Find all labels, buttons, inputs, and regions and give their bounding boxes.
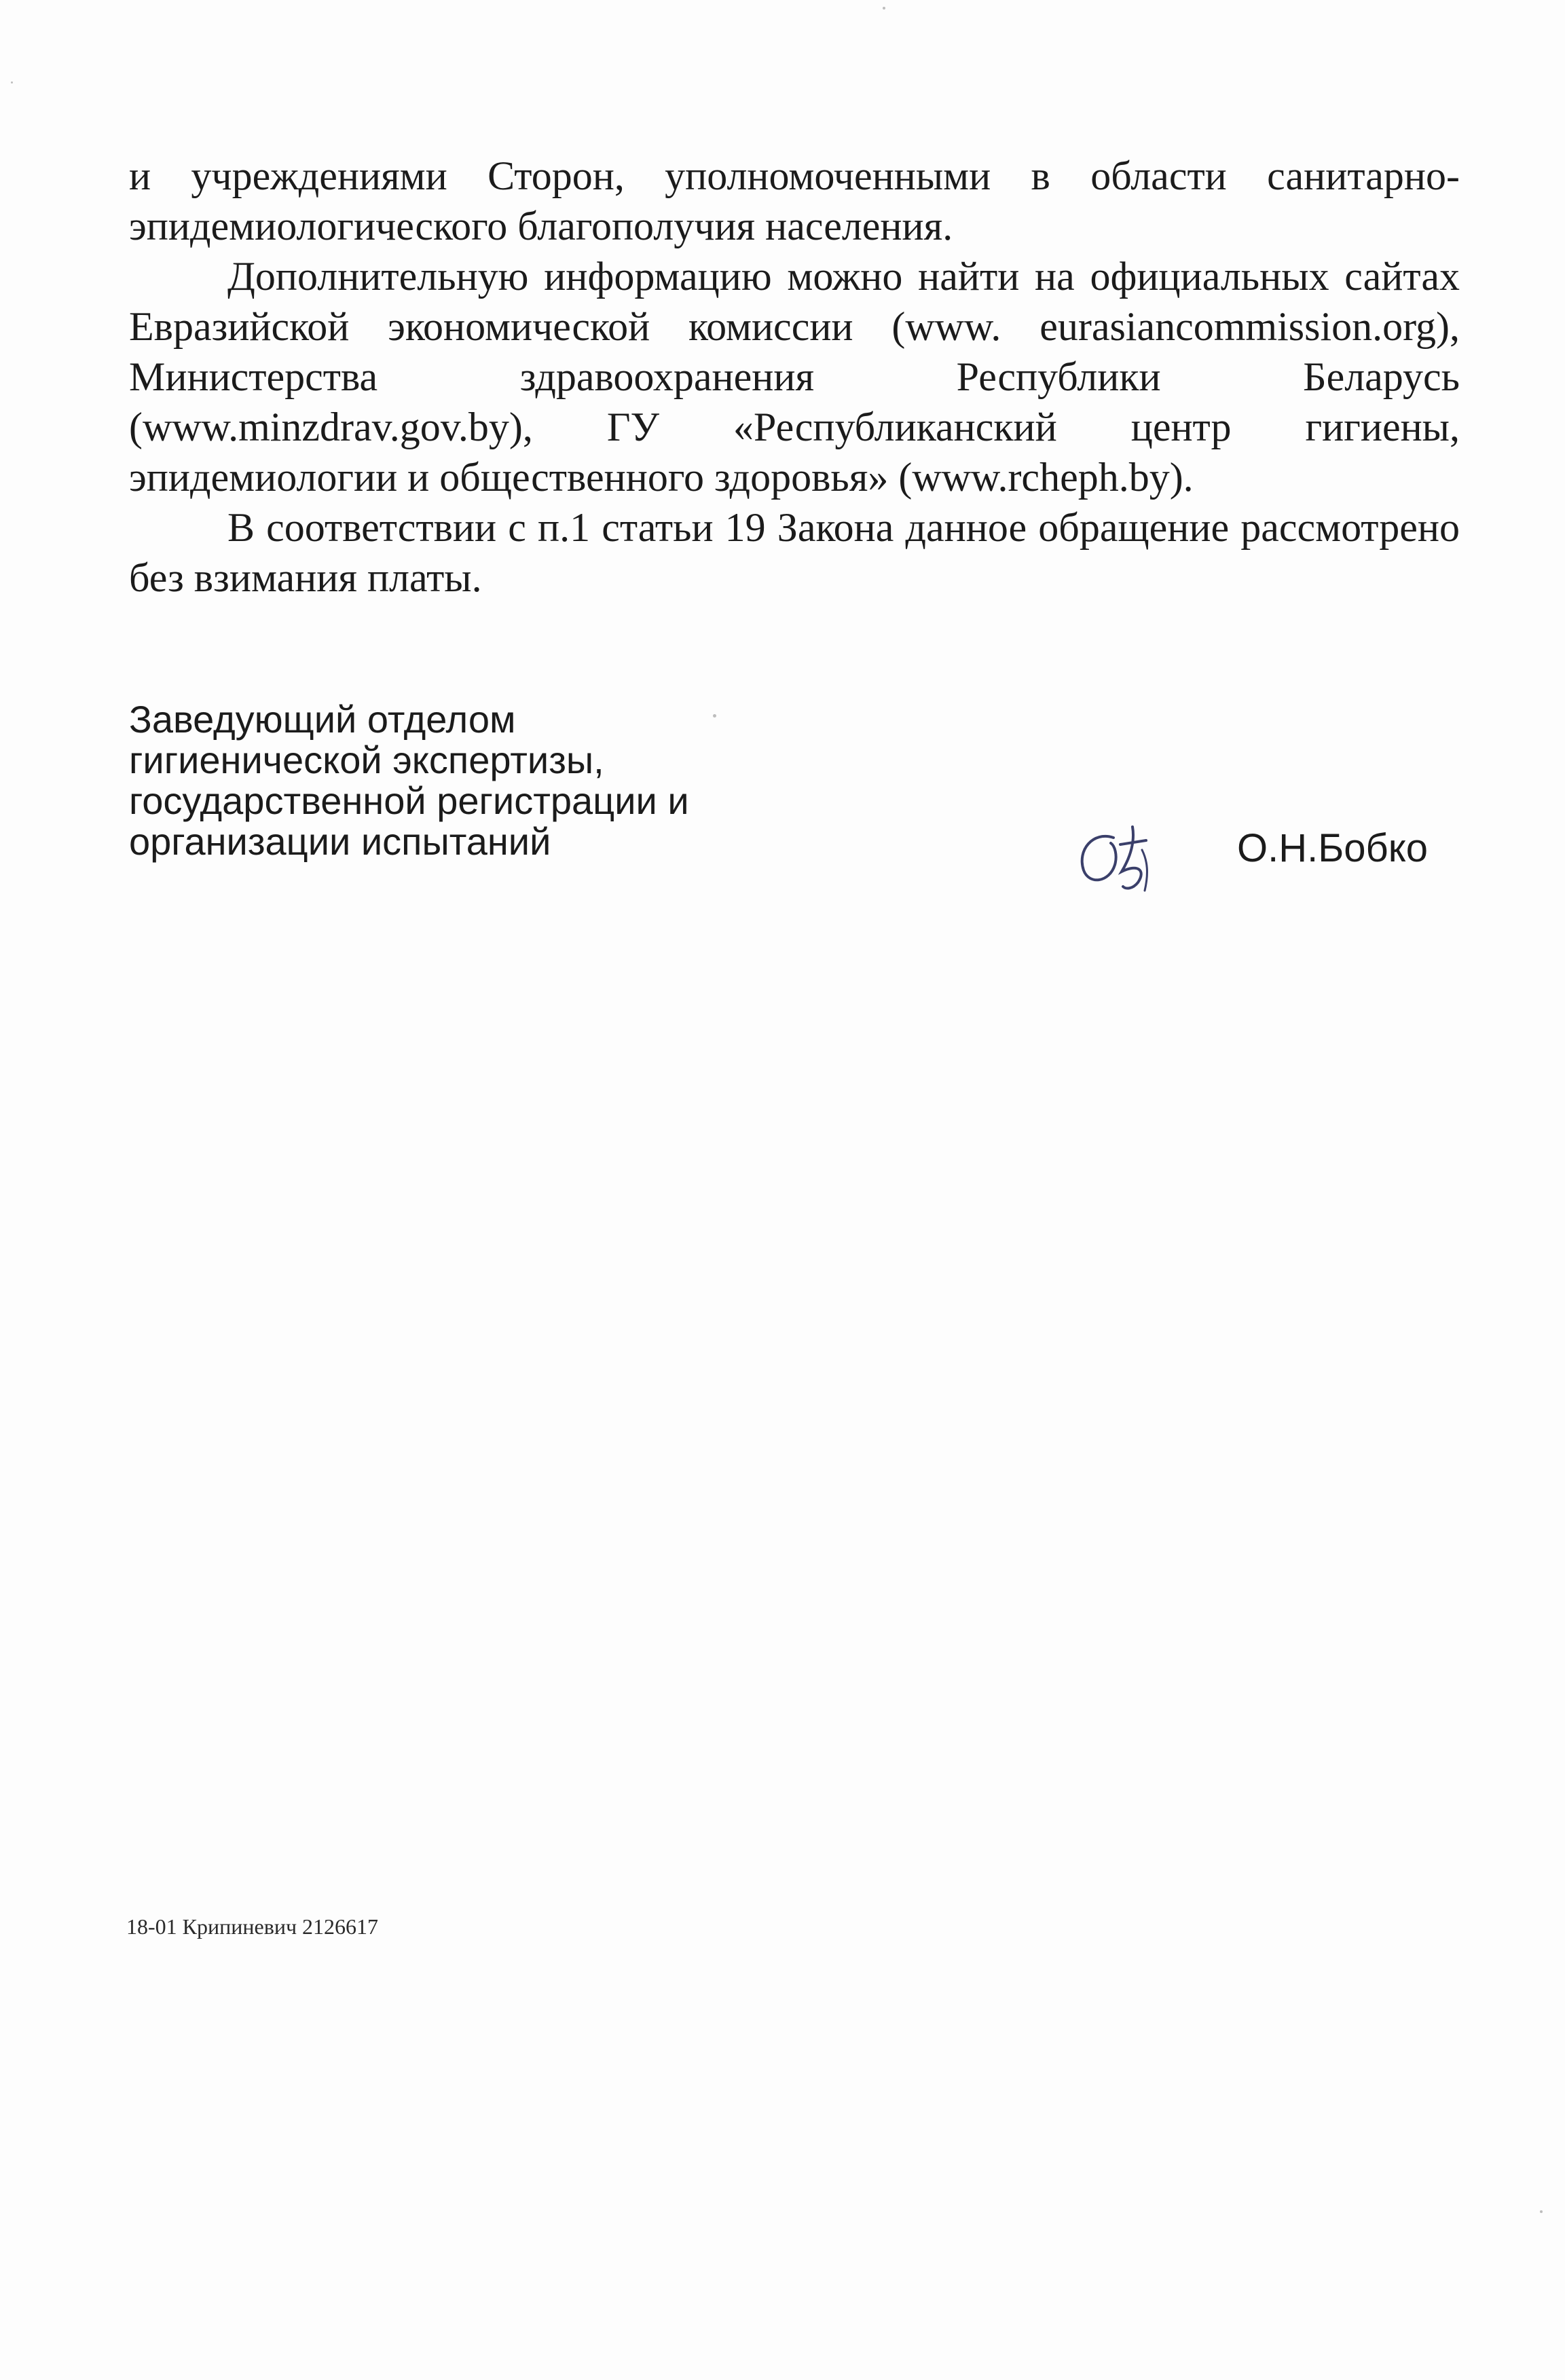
signer-name: О.Н.Бобко [1237,826,1429,870]
scan-speck [883,7,885,10]
scan-speck [11,81,13,83]
handwritten-signature-icon [1073,823,1175,897]
scan-speck [1540,2210,1543,2213]
letter-body [129,151,1460,603]
position-line: гигиенической экспертизы, [129,739,604,781]
position-line: организации испытаний [129,820,551,863]
position-line: государственной регистрации и [129,779,689,822]
paragraph-additional-info: Дополнительную информацию можно найти на официальных сайтах Евразийской экономической комиссии (www. eurasiancommission.org), Министерства здравоохранения Республики Беларусь (www.minzdrav.gov.by), ГУ «Республиканский центр гигиены, эпидемиологии и общественного здоровья» (www.rcheph.by). [129,254,1460,500]
paragraph-fee-notice: В соответствии с п.1 статьи 19 Закона данное обращение рассмотрено без взимания платы. [129,505,1460,600]
executor-note: 18-01 Крипиневич 2126617 [126,1914,379,1939]
scan-speck [713,714,716,718]
signatory-position [129,699,876,862]
position-line: Заведующий отделом [129,698,516,741]
paragraph-continuation: и учреждениями Сторон, уполномоченными в области санитарно-эпидемиологического благополучия населения. [129,153,1460,248]
